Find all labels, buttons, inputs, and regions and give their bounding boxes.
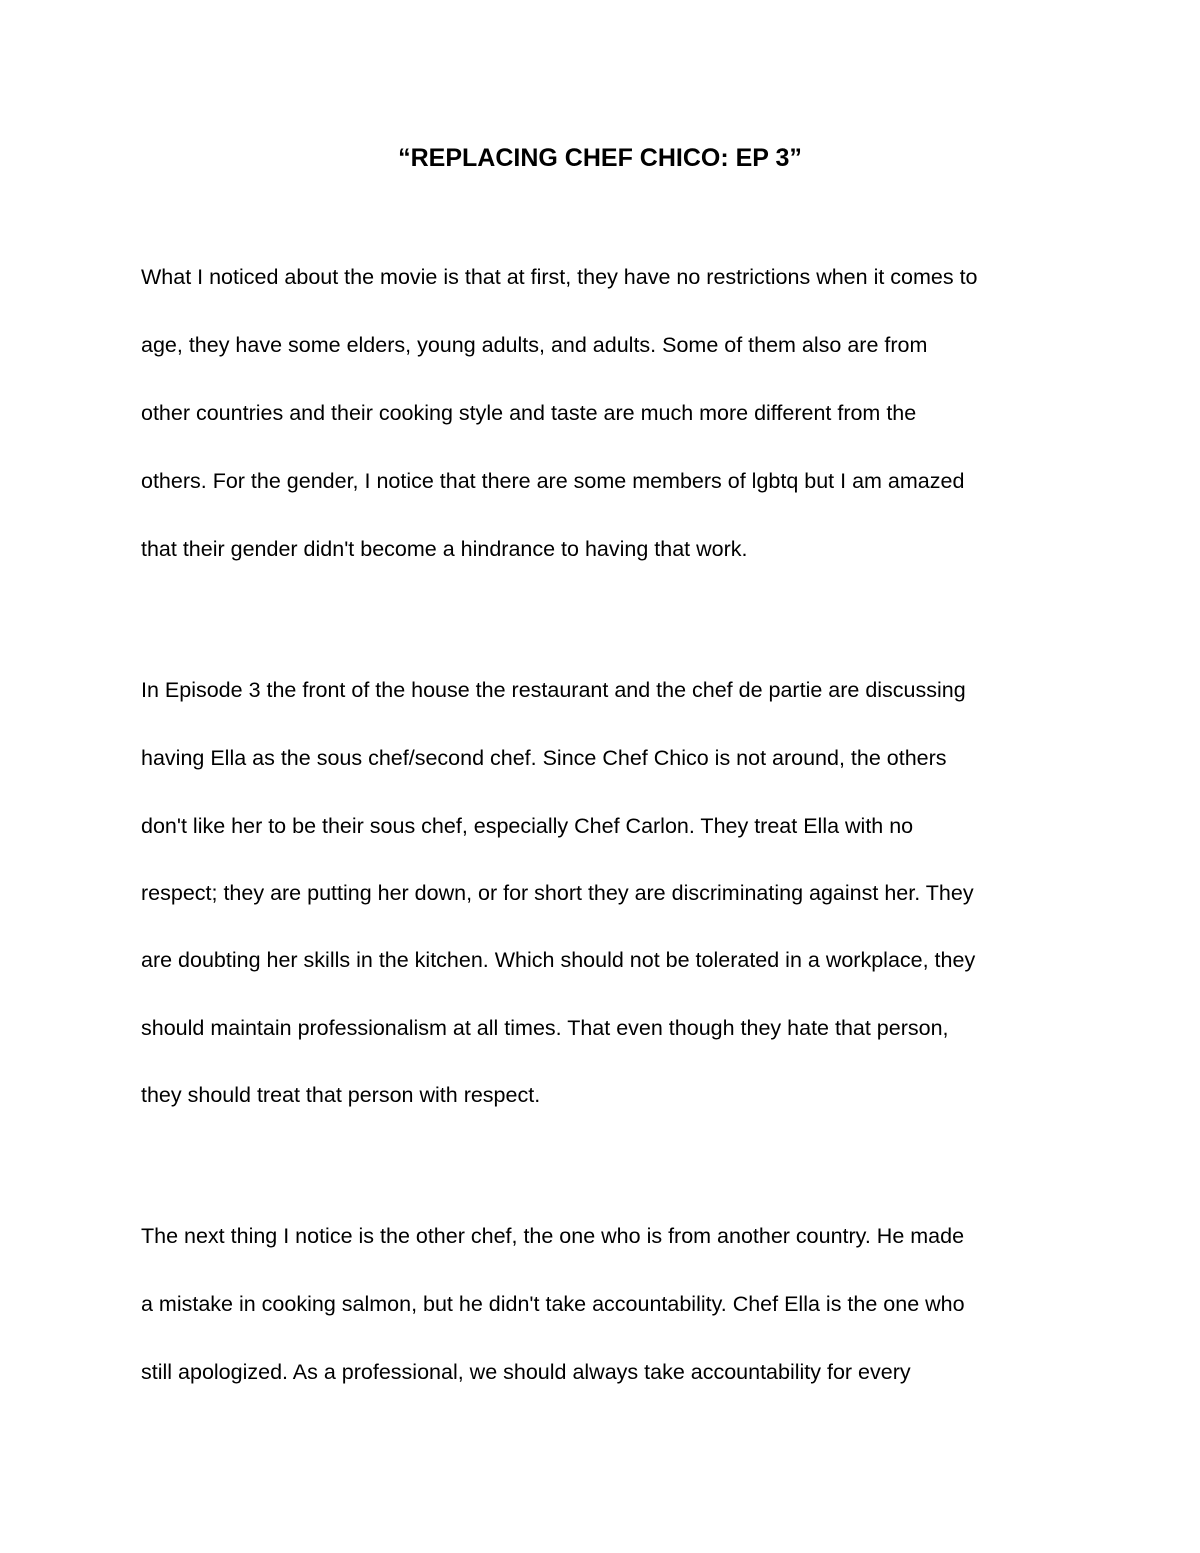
paragraph-line: respect; they are putting her down, or for short they are discriminating against her. They	[141, 881, 974, 905]
paragraph-line: a mistake in cooking salmon, but he didn't take accountability. Chef Ella is the one who	[141, 1292, 965, 1316]
paragraph-line: age, they have some elders, young adults, and adults. Some of them also are from	[141, 333, 928, 357]
paragraph-line: In Episode 3 the front of the house the restaurant and the chef de partie are discussing	[141, 678, 966, 702]
paragraph-line: they should treat that person with respect.	[141, 1083, 541, 1107]
paragraph-line: are doubting her skills in the kitchen. Which should not be tolerated in a workplace, they	[141, 948, 976, 972]
document-title: “REPLACING CHEF CHICO: EP 3”	[398, 144, 802, 172]
paragraph-line: still apologized. As a professional, we should always take accountability for every	[141, 1360, 911, 1384]
paragraph-line: should maintain professionalism at all times. That even though they hate that person,	[141, 1016, 949, 1040]
paragraph-line: other countries and their cooking style and taste are much more different from the	[141, 401, 917, 425]
paragraph-line: that their gender didn't become a hindrance to having that work.	[141, 537, 748, 561]
paragraph-line: others. For the gender, I notice that there are some members of lgbtq but I am amazed	[141, 469, 965, 493]
paragraph-line: having Ella as the sous chef/second chef. Since Chef Chico is not around, the others	[141, 746, 947, 770]
paragraph-line: The next thing I notice is the other chef, the one who is from another country. He made	[141, 1224, 965, 1248]
paragraph-line: don't like her to be their sous chef, especially Chef Carlon. They treat Ella with no	[141, 814, 914, 838]
paragraph-line: What I noticed about the movie is that at first, they have no restrictions when it comes to	[141, 265, 978, 289]
